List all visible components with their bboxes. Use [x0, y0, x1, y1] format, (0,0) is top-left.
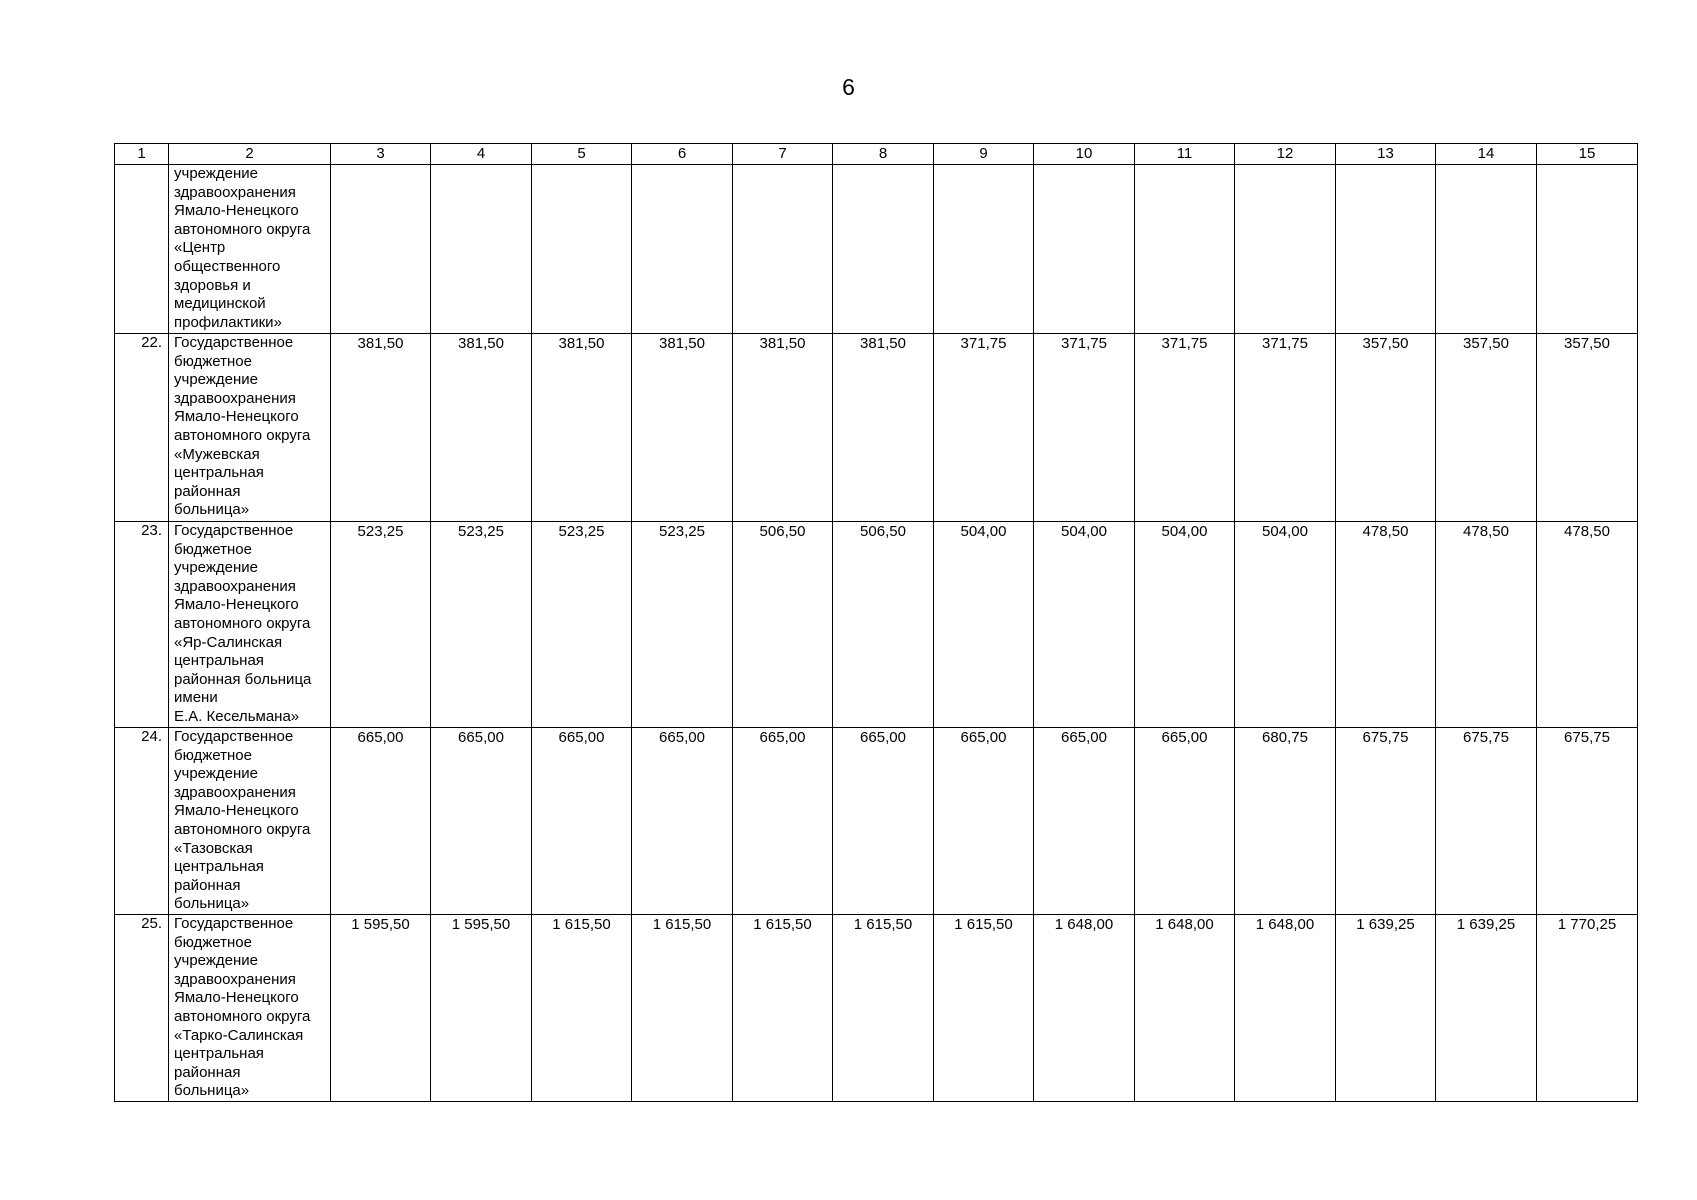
value-cell: 1 615,50 [733, 915, 833, 1102]
institution-name: учреждение здравоохранения Ямало-Ненецкого автономного округа «Центр общественного здоровья и медицинской профилактики» [169, 165, 331, 334]
value-cell [1537, 165, 1638, 334]
value-cell: 504,00 [934, 522, 1034, 728]
value-cell: 478,50 [1436, 522, 1537, 728]
column-header: 5 [532, 144, 632, 165]
row-number: 22. [115, 334, 169, 522]
table-row [115, 334, 1638, 522]
value-cell: 680,75 [1235, 728, 1336, 915]
value-cell: 1 639,25 [1436, 915, 1537, 1102]
column-header: 6 [632, 144, 733, 165]
institution-name: Государственное бюджетное учреждение здравоохранения Ямало-Ненецкого автономного округа «Тарко-Салинская центральная районная больница» [169, 915, 331, 1102]
value-cell: 523,25 [431, 522, 532, 728]
value-cell: 381,50 [632, 334, 733, 522]
table-row [115, 915, 1638, 1102]
column-header: 1 [115, 144, 169, 165]
table-header-row [115, 144, 1638, 165]
value-cell: 523,25 [532, 522, 632, 728]
value-cell: 357,50 [1537, 334, 1638, 522]
value-cell: 381,50 [733, 334, 833, 522]
column-header: 13 [1336, 144, 1436, 165]
value-cell: 478,50 [1336, 522, 1436, 728]
value-cell: 523,25 [331, 522, 431, 728]
table-row [115, 165, 1638, 334]
column-header: 8 [833, 144, 934, 165]
value-cell: 1 615,50 [833, 915, 934, 1102]
institution-name: Государственное бюджетное учреждение здравоохранения Ямало-Ненецкого автономного округа «Мужевская центральная районная больница» [169, 334, 331, 522]
value-cell: 506,50 [733, 522, 833, 728]
column-header: 14 [1436, 144, 1537, 165]
value-cell [733, 165, 833, 334]
column-header: 11 [1135, 144, 1235, 165]
value-cell: 381,50 [532, 334, 632, 522]
column-header: 12 [1235, 144, 1336, 165]
value-cell: 665,00 [833, 728, 934, 915]
value-cell: 1 648,00 [1135, 915, 1235, 1102]
table-row [115, 522, 1638, 728]
value-cell: 665,00 [331, 728, 431, 915]
value-cell: 665,00 [431, 728, 532, 915]
institution-name: Государственное бюджетное учреждение здравоохранения Ямало-Ненецкого автономного округа «Яр-Салинская центральная районная больница имени Е.А. Кесельмана» [169, 522, 331, 728]
value-cell: 523,25 [632, 522, 733, 728]
value-cell: 665,00 [1034, 728, 1135, 915]
value-cell: 357,50 [1436, 334, 1537, 522]
value-cell: 371,75 [1135, 334, 1235, 522]
value-cell [331, 165, 431, 334]
value-cell [632, 165, 733, 334]
value-cell [1135, 165, 1235, 334]
value-cell [532, 165, 632, 334]
value-cell: 1 595,50 [331, 915, 431, 1102]
institution-name: Государственное бюджетное учреждение здравоохранения Ямало-Ненецкого автономного округа «Тазовская центральная районная больница» [169, 728, 331, 915]
table-row [115, 728, 1638, 915]
value-cell: 1 615,50 [632, 915, 733, 1102]
value-cell [431, 165, 532, 334]
value-cell: 381,50 [431, 334, 532, 522]
value-cell: 675,75 [1436, 728, 1537, 915]
value-cell: 665,00 [632, 728, 733, 915]
value-cell: 675,75 [1537, 728, 1638, 915]
value-cell [833, 165, 934, 334]
value-cell [934, 165, 1034, 334]
value-cell: 371,75 [1034, 334, 1135, 522]
value-cell: 1 615,50 [934, 915, 1034, 1102]
row-number: 25. [115, 915, 169, 1102]
value-cell: 371,75 [934, 334, 1034, 522]
value-cell: 504,00 [1034, 522, 1135, 728]
value-cell [1034, 165, 1135, 334]
value-cell [1235, 165, 1336, 334]
value-cell: 506,50 [833, 522, 934, 728]
value-cell: 1 595,50 [431, 915, 532, 1102]
value-cell: 371,75 [1235, 334, 1336, 522]
value-cell: 478,50 [1537, 522, 1638, 728]
value-cell: 381,50 [331, 334, 431, 522]
value-cell: 665,00 [733, 728, 833, 915]
value-cell: 504,00 [1235, 522, 1336, 728]
value-cell: 675,75 [1336, 728, 1436, 915]
row-number: 23. [115, 522, 169, 728]
row-number: 24. [115, 728, 169, 915]
row-number [115, 165, 169, 334]
value-cell: 665,00 [532, 728, 632, 915]
value-cell: 381,50 [833, 334, 934, 522]
column-header: 7 [733, 144, 833, 165]
value-cell: 357,50 [1336, 334, 1436, 522]
column-header: 9 [934, 144, 1034, 165]
column-header: 3 [331, 144, 431, 165]
value-cell [1436, 165, 1537, 334]
table-body [115, 144, 1638, 1102]
value-cell: 504,00 [1135, 522, 1235, 728]
page-number: 6 [842, 74, 855, 100]
value-cell: 1 648,00 [1235, 915, 1336, 1102]
data-table [114, 143, 1638, 1102]
column-header: 10 [1034, 144, 1135, 165]
column-header: 4 [431, 144, 532, 165]
value-cell: 1 615,50 [532, 915, 632, 1102]
value-cell: 1 639,25 [1336, 915, 1436, 1102]
value-cell: 665,00 [1135, 728, 1235, 915]
value-cell [1336, 165, 1436, 334]
value-cell: 1 648,00 [1034, 915, 1135, 1102]
value-cell: 1 770,25 [1537, 915, 1638, 1102]
column-header: 2 [169, 144, 331, 165]
column-header: 15 [1537, 144, 1638, 165]
value-cell: 665,00 [934, 728, 1034, 915]
